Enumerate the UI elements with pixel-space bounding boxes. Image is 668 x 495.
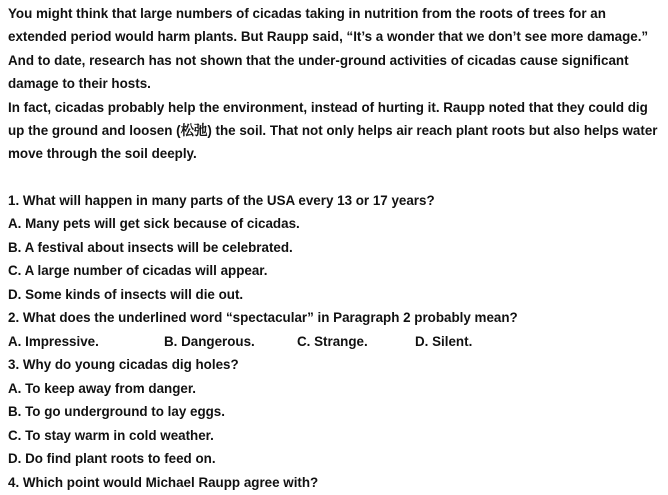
- question-2: [8, 306, 663, 353]
- option-d: D. Do find plant roots to feed on.: [8, 451, 216, 467]
- passage-paragraph-2: In fact, cicadas probably help the environment, instead of hurting it. Raupp noted that they could dig up the ground and loosen (松弛) the soil. That not only helps air reach plant roots but also helps water move through the soil deeply.: [8, 99, 658, 162]
- option-a: A. To keep away from danger.: [8, 380, 197, 396]
- question-1: [8, 189, 663, 307]
- question-stem: 2. What does the underlined word “spectacular” in Paragraph 2 probably mean?: [8, 310, 518, 326]
- option-a: A. Impressive.: [8, 333, 99, 349]
- option-c: C. To stay warm in cold weather.: [8, 427, 214, 443]
- passage-paragraph-1: You might think that large numbers of cicadas taking in nutrition from the roots of trees for an extended period would harm plants. But Raupp said, “It’s a wonder that we don’t see more damage.” And to date, research has not shown that the under-ground activities of cicadas cause significant damage to their hosts.: [8, 6, 649, 92]
- question-stem: 4. Which point would Michael Raupp agree with?: [8, 474, 319, 490]
- question-3: [8, 353, 663, 471]
- option-c: C. Strange.: [297, 333, 368, 349]
- question-stem: 1. What will happen in many parts of the USA every 13 or 17 years?: [8, 192, 435, 208]
- option-c: C. A large number of cicadas will appear.: [8, 263, 268, 279]
- option-b: B. To go underground to lay eggs.: [8, 404, 225, 420]
- document: [8, 2, 663, 494]
- spacer: [8, 166, 663, 189]
- question-4: [8, 471, 663, 495]
- option-d: D. Silent.: [415, 333, 473, 349]
- option-b: B. Dangerous.: [164, 333, 255, 349]
- option-a: A. Many pets will get sick because of cicadas.: [8, 216, 300, 232]
- question-stem: 3. Why do young cicadas dig holes?: [8, 357, 239, 373]
- option-b: B. A festival about insects will be celebrated.: [8, 239, 293, 255]
- option-d: D. Some kinds of insects will die out.: [8, 286, 244, 302]
- options-row: [8, 330, 663, 354]
